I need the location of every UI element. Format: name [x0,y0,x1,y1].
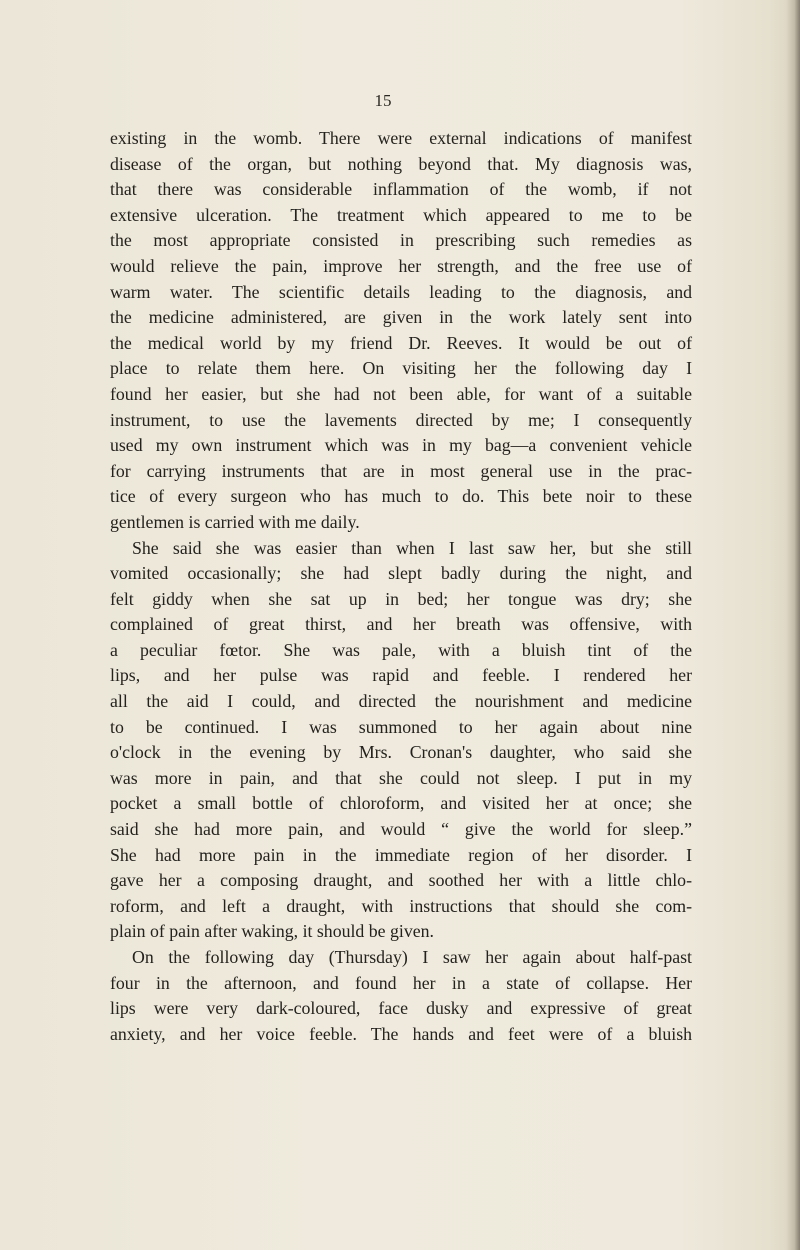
text-line: pocket a small bottle of chloroform, and visited her at once; she [110,793,692,814]
text-line: lips, and her pulse was rapid and feeble. I rendered her [110,665,692,686]
text-line: was more in pain, and that she could not sleep. I put in my [110,767,692,788]
text-line: found her easier, but she had not been able, for want of a suitable [110,383,692,404]
text-line: She had more pain in the immediate region of her disorder. I [110,844,692,865]
text-line: vomited occasionally; she had slept badly during the night, and [110,563,692,584]
text-line: gave her a composing draught, and soothed her with a little chlo- [110,870,692,891]
text-line: the medicine administered, are given in the work lately sent into [110,307,692,328]
text-line: existing in the womb. There were external indications of manifest [110,128,692,148]
text-line: the medical world by my friend Dr. Reeves. It would be out of [110,332,692,353]
text-line: extensive ulceration. The treatment which appeared to me to be [110,204,692,225]
text-line: anxiety, and her voice feeble. The hands and feet were of a bluish [110,1023,692,1044]
text-line: gentlemen is carried with me daily. [110,511,360,532]
text-line: the most appropriate consisted in prescribing such remedies as [110,230,692,251]
text-line: plain of pain after waking, it should be given. [110,921,434,942]
text-line: warm water. The scientific details leading to the diagnosis, and [110,281,692,302]
text-line: that there was considerable inflammation of the womb, if not [110,179,692,200]
text-line: tice of every surgeon who has much to do. This bete noir to these [110,486,692,507]
text-line: lips were very dark-coloured, face dusky and expressive of great [110,998,692,1019]
text-line: place to relate them here. On visiting her the following day I [110,358,692,379]
text-line: would relieve the pain, improve her strength, and the free use of [110,255,692,276]
page-edge-shadow [786,0,800,1250]
text-line: instrument, to use the lavements directed by me; I consequently [110,409,692,430]
text-line: said she had more pain, and would “ give the world for sleep.” [110,819,692,840]
text-line: a peculiar fœtor. She was pale, with a bluish tint of the [110,639,692,660]
text-line: for carrying instruments that are in most general use in the prac- [110,460,692,481]
text-line: roform, and left a draught, with instructions that should she com- [110,895,692,916]
text-line: four in the afternoon, and found her in a state of collapse. Her [110,972,692,993]
text-line: disease of the organ, but nothing beyond that. My diagnosis was, [110,153,692,174]
text-line: all the aid I could, and directed the nourishment and medicine [110,691,692,712]
text-line: complained of great thirst, and her breath was offensive, with [110,614,692,635]
body-text [110,126,692,1047]
text-line: On the following day (Thursday) I saw her again about half-past [132,947,692,967]
text-line: to be continued. I was summoned to her again about nine [110,716,692,737]
text-line: used my own instrument which was in my bag—a convenient vehicle [110,435,692,456]
page-number: 15 [374,91,392,110]
text-line: She said she was easier than when I last saw her, but she still [132,537,692,558]
text-line: o'clock in the evening by Mrs. Cronan's daughter, who said she [110,742,692,763]
text-line: felt giddy when she sat up in bed; her tongue was dry; she [110,588,692,609]
